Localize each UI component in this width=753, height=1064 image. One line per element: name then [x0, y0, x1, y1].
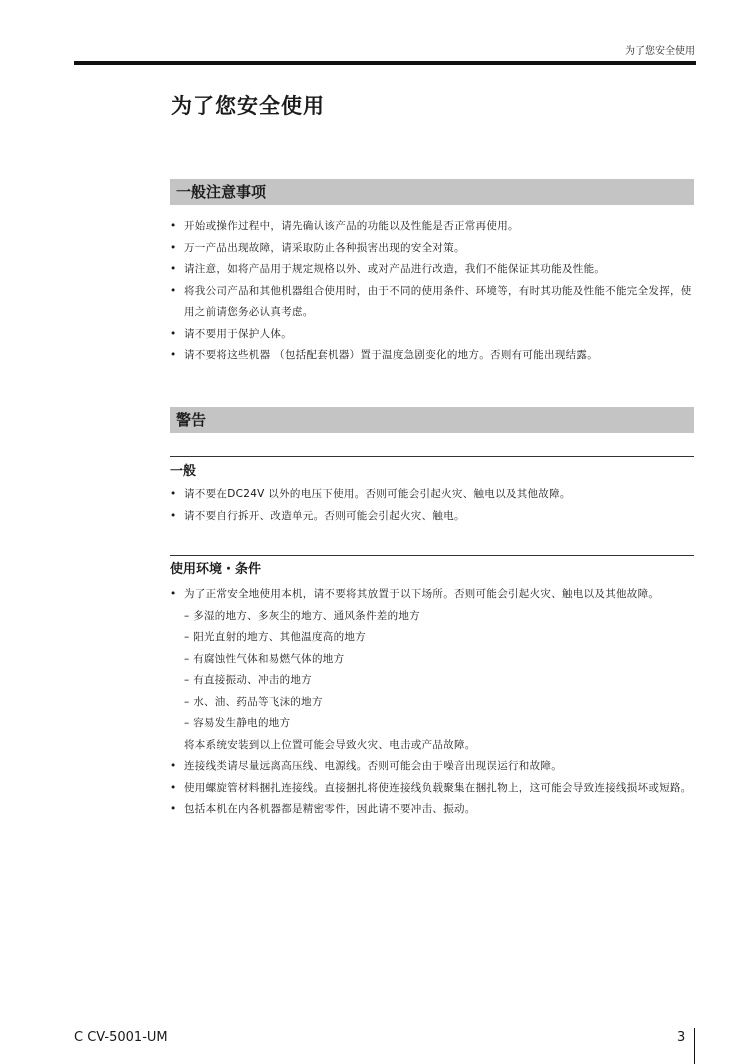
list-item: • 万一产品出现故障，请采取防止各种损害出现的安全对策。 — [170, 238, 694, 260]
subsection-title-general: 一般 — [170, 464, 197, 479]
subsection-rule — [170, 456, 694, 457]
footer-page-number: 3 — [677, 1030, 686, 1045]
list-item: • 连接线类请尽量远离高压线、电源线。否则可能会由于噪音出现误运行和故障。 — [170, 756, 694, 778]
warning-environment-list — [170, 584, 694, 821]
running-header: 为了您安全使用 — [625, 46, 695, 57]
list-item: • 请不要用于保护人体。 — [170, 324, 694, 346]
list-item: • 请不要在DC24V 以外的电压下使用。否则可能会引起火灾、触电以及其他故障。 — [170, 484, 694, 506]
list-item: • 使用螺旋管材料捆扎连接线。直接捆扎将使连接线负载聚集在捆扎物上，这可能会导致连接线损坏或短路。 — [170, 778, 694, 800]
footer-rule — [694, 1028, 695, 1064]
subsection-rule — [170, 555, 694, 556]
sub-line: – 有腐蚀性气体和易燃气体的地方 — [184, 652, 345, 665]
section-heading-warning: 警告 — [170, 407, 694, 433]
warning-general-list — [170, 484, 694, 527]
list-item: • 开始或操作过程中，请先确认该产品的功能以及性能是否正常再使用。 — [170, 216, 694, 238]
sub-line-tail: 将本系统安装到以上位置可能会导致火灾、电击或产品故障。 — [184, 738, 476, 751]
general-list — [170, 216, 694, 367]
list-item: • 请不要自行拆开、改造单元。否则可能会引起火灾、触电。 — [170, 506, 694, 528]
list-item: • 请注意，如将产品用于规定规格以外、或对产品进行改造，我们不能保证其功能及性能。 — [170, 259, 694, 281]
footer-doc-code: C CV-5001-UM — [74, 1030, 168, 1045]
header-rule — [74, 61, 696, 65]
section-heading-general: 一般注意事项 — [170, 179, 694, 205]
sub-line: – 水、油、药品等飞沫的地方 — [184, 695, 323, 708]
sub-line: – 有直接振动、冲击的地方 — [184, 674, 312, 686]
sub-line: – 阳光直射的地方、其他温度高的地方 — [184, 631, 366, 643]
list-item: • 请不要将这些机器 （包括配套机器）置于温度急剧变化的地方。否则有可能出现结露。 — [170, 345, 694, 367]
subsection-title-environment: 使用环境・条件 — [170, 562, 262, 577]
page-title: 为了您安全使用 — [171, 94, 325, 118]
list-item: • 将我公司产品和其他机器组合使用时，由于不同的使用条件、环境等，有时其功能及性能不能完全发挥，使用之前请您务必认真考虑。 — [170, 281, 694, 324]
list-item: • 包括本机在内各机器都是精密零件，因此请不要冲击、振动。 — [170, 799, 694, 821]
sub-line: – 多湿的地方、多灰尘的地方、通风条件差的地方 — [184, 609, 420, 622]
sub-line: – 容易发生静电的地方 — [184, 717, 291, 729]
list-item-text: 为了正常安全地使用本机，请不要将其放置于以下场所。否则可能会引起火灾、触电以及其他故障。 — [184, 588, 660, 600]
list-item — [170, 584, 694, 756]
